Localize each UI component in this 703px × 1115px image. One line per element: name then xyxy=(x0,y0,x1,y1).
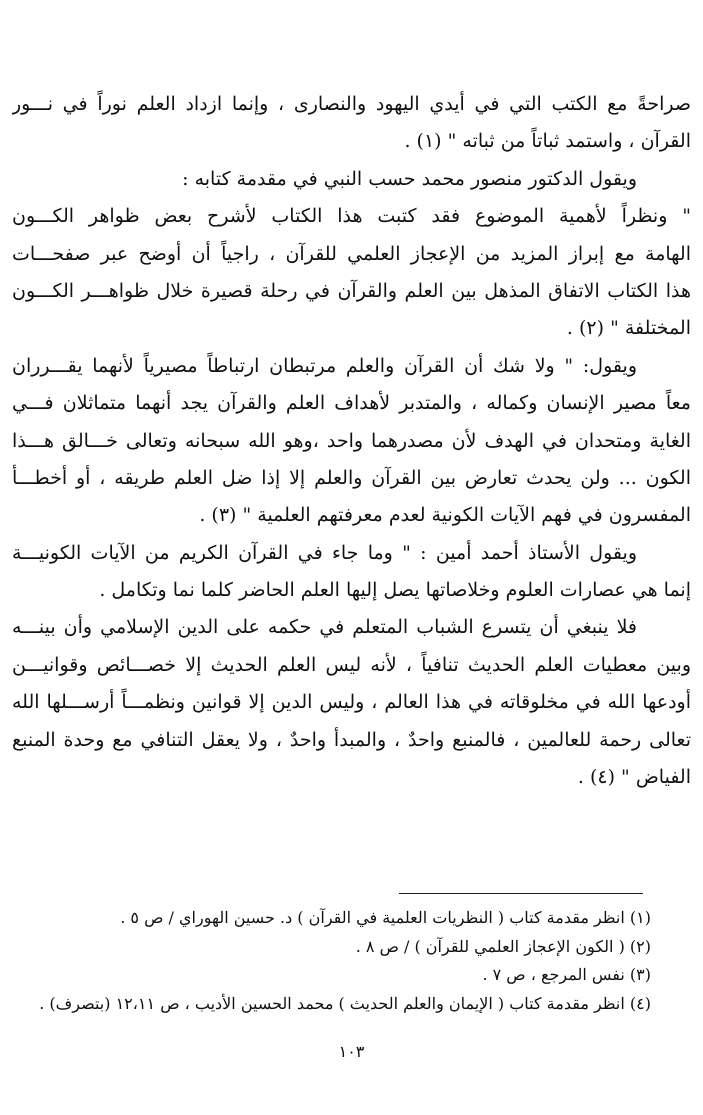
body-text xyxy=(12,86,691,796)
footnote-divider xyxy=(399,893,643,894)
footnote-1: (١) انظر مقدمة كتاب ( النظريات العلمية في القرآن ) د. حسين الهوراي / ص ٥ . xyxy=(120,908,651,927)
page-number: ١٠٣ xyxy=(338,1042,365,1061)
body-line: هذا الكتاب الاتفاق المذهل بين العلم والقرآن في رحلة قصيرة خلال ظواهـــر الكـــون xyxy=(12,279,691,302)
body-line: فلا ينبغي أن يتسرع الشباب المتعلم في حكمه على الدين الإسلامي وأن بينـــه xyxy=(12,616,637,639)
body-line: صراحةً مع الكتب التي في أيدي اليهود والنصارى ، وإنما ازداد العلم نوراً في نـــور xyxy=(12,93,691,115)
body-line: الكون ... ولن يحدث تعارض بين القرآن والعلم إلا إذا ضل العلم طريقه ، أو أخطـــأ xyxy=(12,466,691,489)
body-line: إنما هي عصارات العلوم وخلاصاتها يصل إليها العلم الحاضر كلما نما وتكامل . xyxy=(99,579,691,602)
footnotes xyxy=(20,904,651,1018)
footnote-2: (٢) ( الكون الإعجاز العلمي للقرآن ) / ص ٨ . xyxy=(355,936,651,956)
body-line: ويقول الأستاذ أحمد أمين : " وما جاء في القرآن الكريم من الآيات الكونيـــة xyxy=(12,541,637,564)
body-line: وبين معطيات العلم الحديث تنافياً ، لأنه ليس العلم الحديث إلا خصـــائص وقوانيـــن xyxy=(12,653,691,676)
body-line: المفسرون في فهم الآيات الكونية لعدم معرفتهم العلمية " (٣) . xyxy=(199,504,691,527)
body-line: ويقول: " ولا شك أن القرآن والعلم مرتبطان ارتباطاً مصيرياً لأنهما يقـــرران xyxy=(12,354,637,377)
body-line: الغاية ومتحدان في الهدف لأن مصدرهما واحد ،وهو الله سبحانه وتعالى خـــالق هـــذا xyxy=(12,429,691,452)
body-line: تعالى رحمة للعالمين ، فالمنبع واحدٌ ، والمبدأ واحدٌ ، ولا يعقل التنافي مع وحدة المنبع xyxy=(12,728,691,751)
body-line: الهامة مع إبراز المزيد من الإعجاز العلمي للقرآن ، راجياً أن أوضح عبر صفحـــات xyxy=(12,242,691,265)
body-line: ويقول الدكتور منصور محمد حسب النبي في مقدمة كتابه : xyxy=(182,167,637,190)
body-line: المختلفة " (٢) . xyxy=(566,317,691,340)
body-line: " ونظراً لأهمية الموضوع فقد كتبت هذا الكتاب لأشرح بعض ظواهر الكـــون xyxy=(12,205,691,228)
body-line: أودعها الله في مخلوقاته في هذا العالم ، وليس الدين إلا قوانين ونظمـــاً أرســـلها الله xyxy=(12,691,691,714)
body-line: القرآن ، واستمد ثباتاً من ثباته " (١) . xyxy=(404,130,691,153)
body-line: معاً مصير الإنسان وكماله ، والمتدبر لأهداف العلم والقرآن يجد أنهما متماثلان فـــي xyxy=(12,392,691,415)
body-line: الفياض " (٤) . xyxy=(577,766,691,789)
footnote-3: (٣) نفس المرجع ، ص ٧ . xyxy=(482,965,651,984)
footnote-4: (٤) انظر مقدمة كتاب ( الإيمان والعلم الحديث ) محمد الحسين الأديب ، ص ١٢،١١ (بتصرف) . xyxy=(39,993,651,1013)
